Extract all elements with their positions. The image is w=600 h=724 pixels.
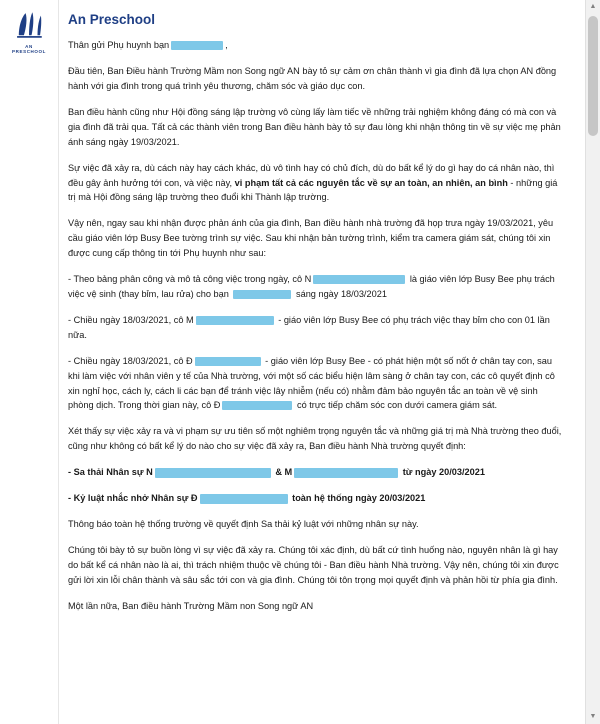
redaction-block (233, 290, 291, 299)
decision-1-part-5: từ ngày 20/03/2021 (400, 467, 485, 478)
paragraph-3-part-3: - những giá trị mà Hội đồng sáng lập trường theo đuổi khi Thành lập trường. (68, 177, 558, 203)
decision-1-part-1: - Sa thải Nhân sự N (68, 467, 153, 478)
paragraph-3 (68, 161, 564, 206)
paragraph-2: Ban điều hành cũng như Hội đồng sáng lập trường vô cùng lấy làm tiếc về những trải nghiệm không đáng có mà con và gia đình đã trải qua. Tất cả các thành viên trong Ban điều hành bày tỏ sự đau lòng khi nhận thông tin về sự việc mẹ phản ánh sáng ngày 19/03/2021. (68, 106, 561, 147)
decision-2-part-1: - Kỷ luật nhắc nhở Nhân sự Đ (68, 493, 198, 504)
page-title: An Preschool (68, 12, 156, 27)
decision-1-part-3: & M (272, 467, 293, 478)
decision-1 (68, 465, 564, 480)
paragraph-7: Chúng tôi bày tỏ sự buồn lòng vì sự việc đã xảy ra. Chúng tôi xác định, dù bất cứ tình huống nào, nguyên nhân là gì hay do bất kể cá nhân nào là ai, thì trách nhiệm thuộc về chúng tôi - Ban điều hành Nhà trường. Vậy nên, chúng tôi xin được gửi lời xin lỗi chân thành và sâu sắc tới con và gia đình. Chúng tôi tôn trọng mọi quyết định và phản hồi từ phía gia đình. (68, 544, 559, 585)
paragraph-6: Thông báo toàn hệ thống trường về quyết định Sa thải kỷ luật với những nhân sự này. (68, 518, 419, 529)
paragraph-4: Vậy nên, ngay sau khi nhận được phản ánh của gia đình, Ban điều hành nhà trường đã họp trưa ngày 19/03/2021, yêu cầu giáo viên lớp Busy Bee tường trình sự việc. Sau khi nhận bản tường trình, kiểm tra camera giám sát, chúng tôi xin được cung cấp thông tin tới Phụ huynh như sau: (68, 218, 554, 259)
bullet-1-part-1: - Theo bảng phân công và mô tả công việc trong ngày, cô N (68, 274, 312, 285)
scroll-up-icon[interactable]: ▲ (586, 0, 600, 14)
bullet-3-part-3: - giáo viên lớp Busy Bee - có phát hiện một số nốt ở chân tay con, sau khi làm việc với nhân viên y tế của Nhà trường, với một số các biểu hiện lâm sàng ở chân tay con, các cô quyết định cô xin nghỉ học, cách ly, cách li các bạn để tránh việc lây nhiễm (nếu có) nhằm đảm bảo nguyên tắc an toàn về vệ sinh phòng dịch. Trong thời gian này, cô Đ (68, 355, 555, 411)
logo-strip (0, 0, 59, 724)
bullet-2-part-1: - Chiều ngày 18/03/2021, cô M (68, 314, 194, 325)
bullet-1 (68, 272, 564, 302)
redaction-block (200, 494, 288, 504)
bullet-3 (68, 354, 564, 414)
paragraph-5: Xét thấy sự việc xảy ra và vi phạm sự ưu tiên số một nghiêm trọng nguyên tắc và những giá trị mà Nhà trường theo đuổi, cũng như không có bất kể lý do nào cho sự việc đã xảy ra, Ban điều hành Nhà trường quyết định: (68, 426, 562, 452)
redaction-block (313, 275, 405, 284)
redaction-block (196, 316, 274, 325)
redaction-block (171, 41, 223, 50)
redaction-block (155, 468, 271, 478)
brand-logo (8, 8, 50, 54)
bullet-2-part-3: - giáo viên lớp Busy Bee có phụ trách việc thay bỉm cho con 01 lần nữa. (68, 314, 550, 340)
scroll-down-icon[interactable]: ▼ (586, 710, 600, 724)
document-content (58, 0, 586, 724)
greeting-suffix: , (225, 40, 228, 51)
an-preschool-logo-icon (12, 8, 46, 42)
scrollbar-thumb[interactable] (588, 16, 598, 136)
paragraph-3-emphasis: vi phạm tất cả các nguyên tắc về sự an toàn, an nhiên, an bình (234, 177, 508, 188)
bullet-1-part-5: sáng ngày 18/03/2021 (293, 288, 387, 299)
brand-logo-text: AN PRESCHOOL (12, 44, 46, 54)
bullet-3-part-1: - Chiều ngày 18/03/2021, cô Đ (68, 355, 193, 366)
greeting-text: Thân gửi Phụ huynh bạn (68, 40, 170, 51)
decision-2 (68, 491, 564, 506)
bullet-1-part-3: là giáo viên lớp Busy Bee phụ trách việc vệ sinh (thay bỉm, lau rửa) cho bạn (68, 274, 555, 299)
cut-off-line: Một lần nữa, Ban điều hành Trường Mầm non Song ngữ AN (68, 600, 314, 611)
paragraph-1: Đầu tiên, Ban Điều hành Trường Mầm non Song ngữ AN bày tỏ sự cảm ơn chân thành vì gia đình đã lựa chọn AN đồng hành với gia đình trong quá trình yêu thương, chăm sóc và giáo dục con. (68, 66, 557, 91)
vertical-scrollbar[interactable] (585, 0, 600, 724)
redaction-block (195, 357, 261, 366)
redaction-block (294, 468, 398, 478)
bullet-2 (68, 313, 564, 343)
paragraph-greeting (68, 38, 564, 53)
redaction-block (222, 401, 292, 410)
paragraph-3-part-1: Sự việc đã xảy ra, dù cách này hay cách khác, dù vô tình hay có chủ đích, dù do bất kể lý do gì hay do cá nhân nào, thì đều gây ảnh hưởng tới con, và việc này, (68, 162, 555, 188)
decision-2-part-3: toàn hệ thống ngày 20/03/2021 (289, 493, 426, 504)
bullet-3-part-5: có trực tiếp chăm sóc con dưới camera giám sát. (294, 400, 498, 411)
